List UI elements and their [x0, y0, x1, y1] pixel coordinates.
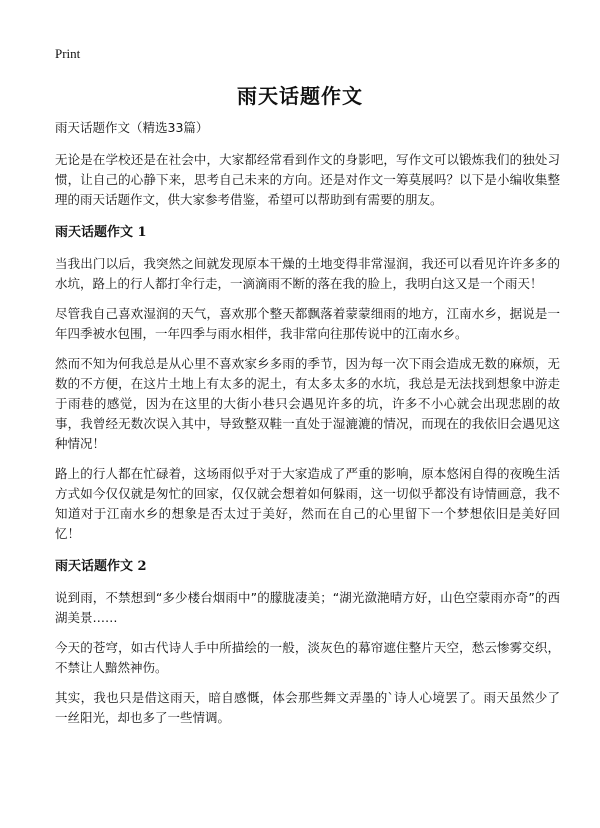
document-body — [55, 118, 560, 738]
section-paragraph: 其实，我也只是借这雨天，暗自感慨，体会那些舞文弄墨的`诗人心境罢了。雨天虽然少了一丝阳光，却也多了一些情调。 — [55, 690, 560, 725]
document-title: 雨天话题作文 — [237, 84, 363, 108]
intro-paragraph: 无论是在学校还是在社会中，大家都经常看到作文的身影吧，写作文可以锻炼我们的独处习惯，让自己的心静下来，思考自己未来的方向。还是对作文一筹莫展吗？以下是小编收集整理的雨天话题作文，供大家参考借鉴，希望可以帮助到有需要的朋友。 — [55, 152, 560, 207]
document-subtitle: 雨天话题作文（精选33篇） — [55, 120, 209, 135]
section-paragraph: 今天的苍穹，如古代诗人手中所描绘的一般，淡灰色的幕帘遮住整片天空，愁云惨雾交织，不禁让人黯然神伤。 — [55, 640, 560, 675]
print-link[interactable]: Print — [55, 46, 81, 61]
section-heading: 雨天话题作文 1 — [55, 225, 147, 240]
section-heading: 雨天话题作文 2 — [55, 559, 147, 574]
section-paragraph: 尽管我自己喜欢湿润的天气，喜欢那个整天都飘落着蒙蒙细雨的地方，江南水乡，据说是一年四季被水包围，一年四季与雨水相伴，我非常向往那传说中的江南水乡。 — [55, 306, 560, 341]
section-paragraph: 说到雨，不禁想到“多少楼台烟雨中”的朦胧凄美；“湖光潋滟晴方好，山色空蒙雨亦奇”的西湖美景…… — [55, 590, 560, 625]
section-paragraph: 当我出门以后，我突然之间就发现原本干燥的土地变得非常湿润，我还可以看见许许多多的水坑，路上的行人都打伞行走，一滴滴雨不断的落在我的脸上，我明白这又是一个雨天！ — [55, 256, 560, 291]
section-paragraph: 然而不知为何我总是从心里不喜欢家乡多雨的季节，因为每一次下雨会造成无数的麻烦，无数的不方便，在这片土地上有太多的泥土，有太多太多的水坑，我总是无法找到想象中游走于雨巷的感觉，因为在这里的大街小巷只会遇见许多的坑，许多不小心就会出现悲剧的故事，我曾经无数次误入其中，导致整双鞋一直处于湿漉漉的情况，而现在的我依旧会遇见这种情况！ — [55, 356, 560, 451]
section-paragraph: 路上的行人都在忙碌着，这场雨似乎对于大家造成了严重的影响，原本悠闲自得的夜晚生活方式如今仅仅就是匆忙的回家，仅仅就会想着如何躲雨，这一切似乎都没有诗情画意，我不知道对于江南水乡的想象是否太过于美好，然而在自己的心里留下一个梦想依旧是美好回忆！ — [55, 466, 560, 541]
